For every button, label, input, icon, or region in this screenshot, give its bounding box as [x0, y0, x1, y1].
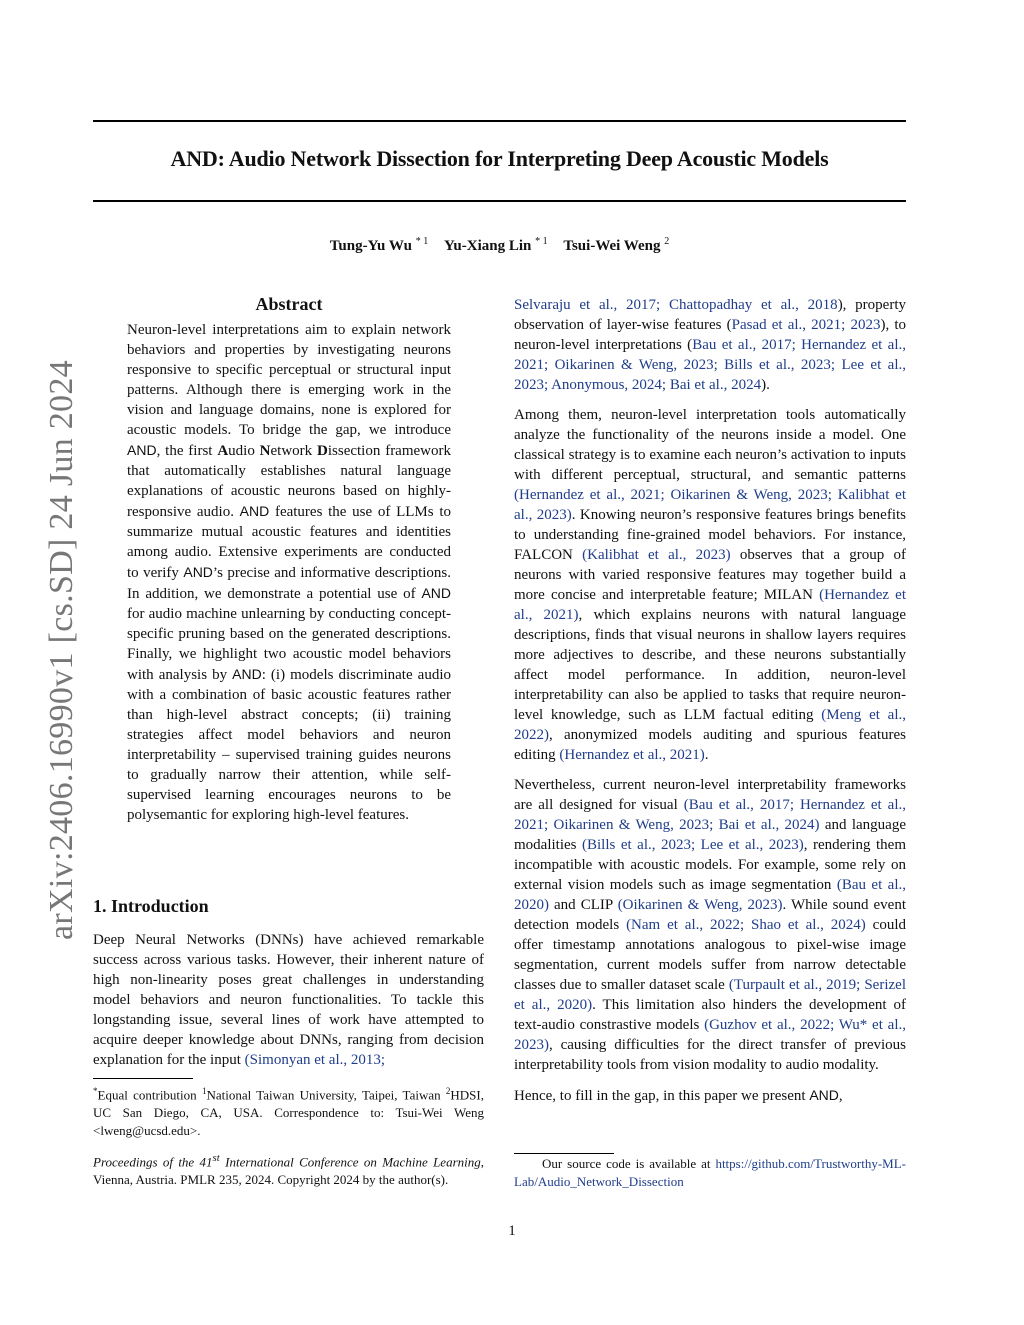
- paragraph: Hence, to fill in the gap, in this paper we present AND,: [514, 1087, 843, 1104]
- proceedings-note: Proceedings of the 41st International Conference on Machine Learning, Vienna, Austria. PMLR 235, 2024. Copyright 2024 by the author(s).: [93, 1152, 484, 1188]
- paragraph: Nevertheless, current neuron-level interpretability frameworks are all designed for visual (Bau et al., 2017; Hernandez et al., 2021; Oikarinen & Weng, 2023; Bai et al., 2024) and language modalities (Bills et al., 2023; Lee et al., 2023), rendering them incompatible with acoustic models. For example, some rely on external vision models such as image segmentation (Bau et al., 2020) and CLIP (Oikarinen & Weng, 2023). While sound event detection models (Nam et al., 2022; Shao et al., 2024) could offer timestamp annotations analogous to pixel-wise image segmentation, current models suffer from narrow detectable classes due to smaller dataset scale (Turpault et al., 2019; Serizel et al., 2020). This limitation also hinders the development of text-audio constrastive models (Guzhov et al., 2022; Wu* et al., 2023), causing difficulties for the direct transfer of previous interpretability tools from vision modality to audio modality.: [514, 777, 907, 1073]
- abstract-heading: Abstract: [255, 294, 323, 314]
- citation-link[interactable]: (Simonyan et al., 2013;: [244, 1052, 386, 1068]
- source-code-link[interactable]: https://github.com/Trustworthy-ML-Lab/Audio_Network_Dissection: [514, 1156, 906, 1189]
- citation-link[interactable]: (Guzhov et al., 2022; Wu* et al., 2023): [514, 1017, 906, 1053]
- citation-link[interactable]: (Nam et al., 2022; Shao et al., 2024): [626, 917, 866, 933]
- author: Tsui-Wei Weng $^2$: [563, 236, 670, 254]
- citation-link[interactable]: Bau et al., 2017; Hernandez et al., 2021; Oikarinen & Weng, 2023; Bills et al., 2023; Lee et al., 2023; Anonymous, 2024; Bai et al., 2024: [514, 337, 907, 393]
- citation-link[interactable]: (Hernandez et al., 2021): [514, 587, 906, 623]
- paragraph: Among them, neuron-level interpretation tools automatically analyze the functionality of the neurons inside a model. One classical strategy is to examine each neuron’s activation to inputs with different perceptual, structural, and semantic patterns (Hernandez et al., 2021; Oikarinen & Weng, 2023; Kalibhat et al., 2023). Knowing neuron’s responsive features brings benefits to understanding fine-grained model behaviors. For instance, FALCON (Kalibhat et al., 2023) observes that a group of neurons with varied responsive features may together build a more concise and interpretable feature; MILAN (Hernandez et al., 2021), which explains neurons with natural language descriptions, finds that visual neurons in shallow layers requires more adjectives to describe, and these neurons substantially affect model performance. In addition, neuron-level interpretability can also be applied to tasks that require neuron-level knowledge, such as LLM factual editing (Meng et al., 2022), anonymized models auditing and spurious features editing (Hernandez et al., 2021).: [514, 407, 906, 763]
- affiliation-footnote: *Equal contribution $^1$National Taiwan University, Taipei, Taiwan $^2$HDSI, UC San Diego, CA, USA. Correspondence to: Tsui-Wei Weng <lweng@ucsd.edu>.: [93, 1086, 484, 1139]
- citation-link[interactable]: (Hernandez et al., 2021): [559, 747, 705, 763]
- footnote-rule: [93, 1078, 193, 1079]
- introduction-text: Deep Neural Networks (DNNs) have achieved remarkable success across various tasks. However, their inherent nature of high non-linearity poses great challenges in understanding model behaviors and neuron functionalities. To tackle this longstanding issue, several lines of work have attempted to acquire deeper knowledge about DNNs, ranging from decision explanation for the input (Simonyan et al., 2013;: [93, 932, 484, 1068]
- page-number: 1: [508, 1223, 516, 1239]
- footnote-rule: [514, 1153, 614, 1154]
- author: Tung-Yu Wu $^{* 1}$: [329, 236, 429, 254]
- citation-link[interactable]: (Bau et al., 2017; Hernandez et al., 2021; Oikarinen & Weng, 2023; Bai et al., 2024): [514, 797, 906, 833]
- arxiv-watermark: arXiv:2406.16990v1 [cs.SD] 24 Jun 2024: [43, 360, 80, 940]
- abstract-text: Neuron-level interpretations aim to explain network behaviors and properties by investigating neurons responsive to specific perceptual or structural input patterns. Although there is emerging work in the vision and language domains, none is explored for acoustic models. To bridge the gap, we introduce AND, the first Audio Network Dissection framework that automatically establishes natural language explanations of acoustic neurons based on highly-responsive audio. AND features the use of LLMs to summarize mutual acoustic features and identities among audio. Extensive experiments are conducted to verify AND’s precise and informative descriptions. In addition, we demonstrate a potential use of AND for audio machine unlearning by conducting concept-specific pruning based on the generated descriptions. Finally, we highlight two acoustic model behaviors with analysis by AND: (i) models discriminate audio with a combination of basic acoustic features rather than high-level abstract concepts; (ii) training strategies affect model behaviors and neuron interpretability – supervised training guides neurons to gradually narrow their attention, while self-supervised learning encourages neurons to be polysemantic for exploring high-level features.: [127, 322, 452, 823]
- citation-link[interactable]: (Meng et al., 2022): [514, 707, 906, 743]
- source-code-footnote: Our source code is available at https://github.com/Trustworthy-ML-Lab/Audio_Network_Dissection: [514, 1156, 906, 1189]
- citation-link[interactable]: (Hernandez et al., 2021; Oikarinen & Weng, 2023; Kalibhat et al., 2023): [514, 487, 906, 523]
- citation-link[interactable]: (Bau et al., 2020): [514, 877, 906, 913]
- paragraph: Selvaraju et al., 2017; Chattopadhay et al., 2018), property observation of layer-wise features (Pasad et al., 2021; 2023), to neuron-level interpretations (Bau et al., 2017; Hernandez et al., 2021; Oikarinen & Weng, 2023; Bills et al., 2023; Lee et al., 2023; Anonymous, 2024; Bai et al., 2024).: [514, 297, 907, 393]
- citation-link[interactable]: Pasad et al., 2021; 2023: [731, 317, 881, 333]
- citation-link[interactable]: (Kalibhat et al., 2023): [582, 547, 731, 563]
- author-list: [93, 236, 906, 255]
- right-column: [514, 295, 906, 1116]
- title-bottom-rule: [93, 200, 906, 202]
- citation-link[interactable]: (Turpault et al., 2019; Serizel et al., 2020): [514, 977, 906, 1013]
- citation-link[interactable]: (Bills et al., 2023; Lee et al., 2023): [582, 837, 804, 853]
- paper-title: AND: Audio Network Dissection for Interpreting Deep Acoustic Models: [170, 146, 829, 171]
- author: Yu-Xiang Lin $^{* 1}$: [443, 236, 548, 254]
- citation-link[interactable]: Selvaraju et al., 2017; Chattopadhay et al., 2018: [514, 297, 838, 313]
- title-top-rule: [93, 120, 906, 122]
- citation-link[interactable]: (Oikarinen & Weng, 2023): [617, 897, 783, 913]
- section-heading-introduction: 1. Introduction: [93, 896, 209, 916]
